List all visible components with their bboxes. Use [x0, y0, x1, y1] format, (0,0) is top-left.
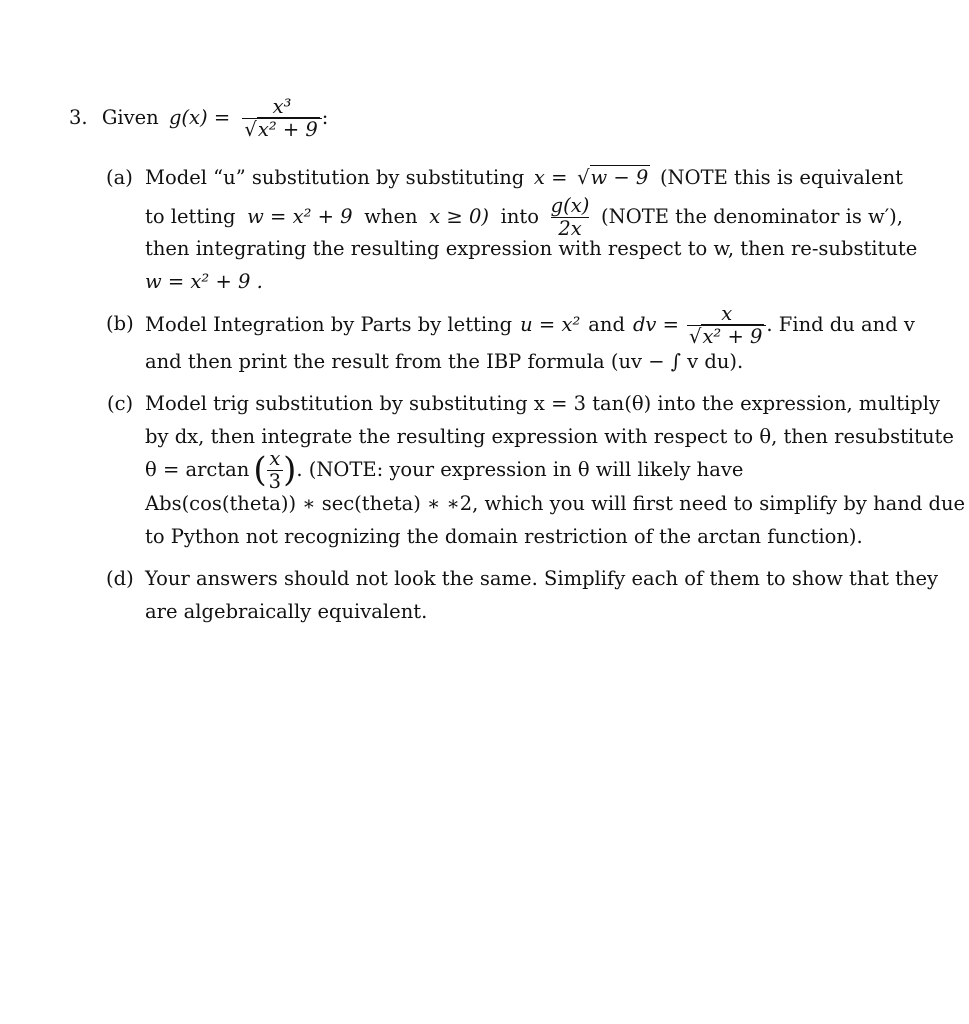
part-a-l2-fraction: [551, 195, 590, 240]
part-c-l3-post: . (NOTE: your expression in θ will likely have: [296, 458, 744, 481]
fraction-denominator: 3: [268, 469, 282, 493]
fraction-denominator: √x² + 9: [687, 325, 766, 348]
part-b-l1-dv: dv =: [632, 313, 679, 336]
part-b-line-1: [145, 300, 915, 350]
fraction-numerator: x³: [272, 95, 292, 118]
part-a-label: (a): [106, 166, 133, 189]
part-a-l1-text: Model “u” substitution by substituting: [145, 166, 525, 189]
part-c-line-1: Model trig substitution by substituting x = 3 tan(θ) into the expression, multiply: [145, 392, 941, 415]
part-c-line-4: Abs(cos(theta)) ∗ sec(theta) ∗ ∗2, which you will first need to simplify by hand due: [145, 492, 966, 515]
part-d-line-2: are algebraically equivalent.: [145, 600, 428, 623]
part-d-label: (d): [106, 567, 134, 590]
part-c-l3-fraction: [267, 448, 283, 493]
problem-fraction: [242, 96, 321, 141]
fraction-denominator: 2x: [551, 217, 590, 240]
problem-header: [69, 96, 328, 141]
part-b-l1-and: and: [588, 313, 625, 336]
fraction-numerator: x: [269, 446, 281, 470]
part-a-line-4: w = x² + 9 .: [145, 270, 263, 293]
part-c-line-2: by dx, then integrate the resulting expression with respect to θ, then resubstitute: [145, 425, 954, 448]
fraction-denominator: √x² + 9: [242, 118, 321, 141]
problem-number: 3.: [69, 106, 88, 129]
part-b-line-2: and then print the result from the IBP formula (uv − ∫ v du).: [145, 350, 744, 373]
part-a-l2-end: (NOTE the denominator is w′),: [601, 205, 903, 228]
part-b-l1-end: . Find du and v: [766, 313, 915, 336]
part-b-l1-fraction: [687, 303, 766, 348]
part-b-label: (b): [106, 312, 134, 335]
part-b-l1-text: Model Integration by Parts by letting: [145, 313, 513, 336]
part-c-line-5: to Python not recognizing the domain restriction of the arctan function).: [145, 525, 863, 548]
part-a-l1-end: (NOTE this is equivalent: [659, 166, 903, 189]
part-a-line-3: then integrating the resulting expression with respect to w, then re-substitute: [145, 237, 918, 260]
part-a-l1-sqrt: √w − 9: [577, 166, 649, 189]
part-b-l1-u: u = x²: [520, 313, 581, 336]
part-d-line-1: Your answers should not look the same. Simplify each of them to show that they: [145, 567, 939, 590]
fraction-numerator: g(x): [550, 193, 590, 217]
part-c-label: (c): [107, 392, 134, 415]
part-c-l3-pre: θ = arctan: [145, 458, 250, 481]
sqrt-radicand: w − 9: [590, 166, 649, 189]
problem-colon: :: [321, 106, 329, 129]
problem-given: Given: [101, 106, 159, 129]
sqrt-radicand: x² + 9: [257, 118, 318, 141]
part-a-l2-when: when: [364, 205, 418, 228]
part-a-line-2: [145, 193, 903, 241]
part-a-l2-cond: x ≥ 0): [429, 205, 489, 228]
part-a-line-1: [145, 166, 903, 190]
part-c-line-3: θ = arctan ( $\frac{x}{3}$ ) . (NOTE: your expression in θ will likely have: [145, 446, 744, 493]
part-a-l2-math: w = x² + 9: [247, 205, 353, 228]
part-a-l2-into: into: [500, 205, 540, 228]
fraction-numerator: x: [721, 301, 733, 325]
part-a-l1-x: x =: [533, 166, 568, 189]
sqrt-radicand: x² + 9: [702, 324, 763, 348]
problem-func: g(x) =: [168, 106, 231, 129]
part-a-l2-text: to letting: [145, 205, 236, 228]
